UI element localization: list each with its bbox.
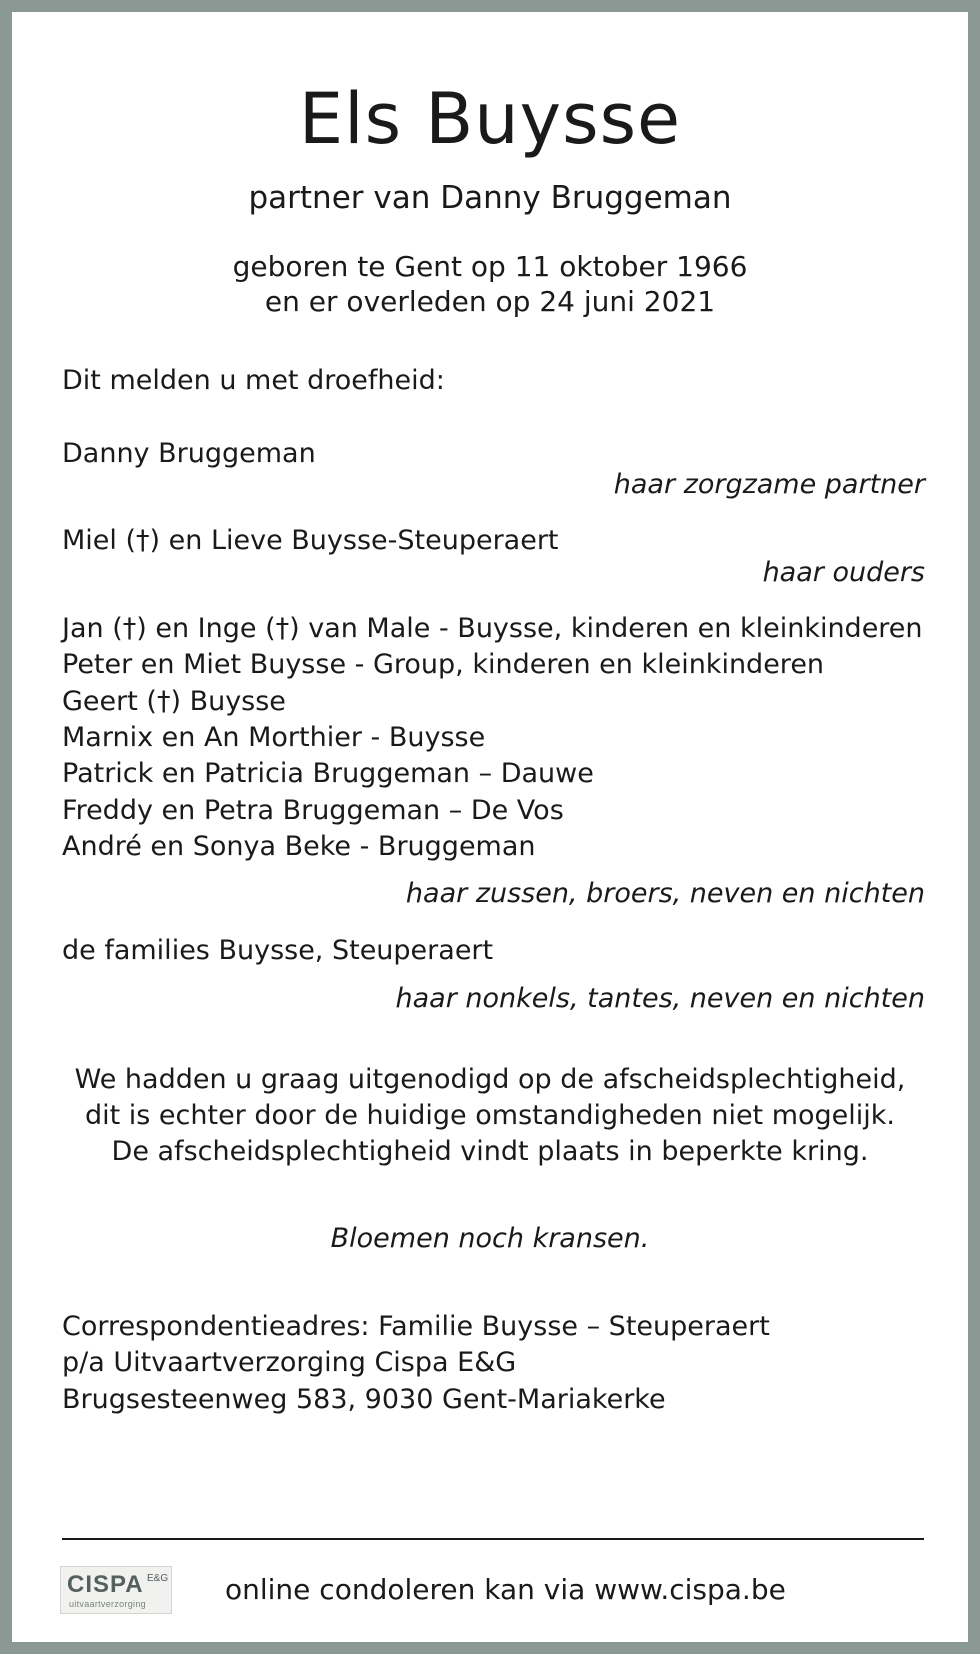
partner-name: Danny Bruggeman [62, 438, 316, 469]
list-item: Freddy en Petra Bruggeman – De Vos [62, 795, 564, 826]
correspondence-line-3: Brugsesteenweg 583, 9030 Gent-Mariakerke [62, 1384, 666, 1415]
notice-line-3: De afscheidsplechtigheid vindt plaats in beperkte kring. [111, 1136, 869, 1167]
families-role: haar nonkels, tantes, neven en nichten [395, 983, 925, 1014]
notice-line-1: We hadden u graag uitgenodigd op de afscheidsplechtigheid, [74, 1064, 906, 1095]
families-name: de families Buysse, Steuperaert [62, 935, 494, 966]
parents-role: haar ouders [762, 557, 925, 588]
partner-role: haar zorgzame partner [613, 469, 925, 500]
intro-text: Dit melden u met droefheid: [62, 365, 445, 396]
list-item: Geert (†) Buysse [62, 686, 286, 717]
birth-line: geboren te Gent op 11 oktober 1966 [232, 250, 748, 283]
list-item: Marnix en An Morthier - Buysse [62, 722, 486, 753]
list-item: André en Sonya Beke - Bruggeman [62, 831, 536, 862]
logo-name: CISPA [67, 1571, 144, 1598]
list-item: Peter en Miet Buysse - Group, kinderen en kleinkinderen [62, 649, 825, 680]
cispa-logo [60, 1566, 172, 1614]
siblings-role: haar zussen, broers, neven en nichten [405, 878, 925, 909]
notice-line-2: dit is echter door de huidige omstandigheden niet mogelijk. [84, 1100, 896, 1131]
list-item: Jan (†) en Inge (†) van Male - Buysse, kinderen en kleinkinderen [62, 613, 923, 644]
divider [62, 1538, 924, 1540]
deceased-name: Els Buysse [298, 78, 682, 160]
logo-subtitle: uitvaartverzorging [69, 1599, 146, 1609]
death-line: en er overleden op 24 juni 2021 [264, 285, 716, 318]
list-item: Patrick en Patricia Bruggeman – Dauwe [62, 758, 594, 789]
correspondence-line-1: Correspondentieadres: Familie Buysse – Steuperaert [62, 1311, 770, 1342]
flowers-note: Bloemen noch kransen. [330, 1223, 650, 1254]
partner-subtitle: partner van Danny Bruggeman [248, 180, 732, 216]
parents-name: Miel (†) en Lieve Buysse-Steuperaert [62, 525, 559, 556]
logo-sup: E&G [147, 1573, 169, 1584]
correspondence-line-2: p/a Uitvaartverzorging Cispa E&G [62, 1347, 517, 1378]
online-condolence-text: online condoleren kan via www.cispa.be [225, 1573, 786, 1606]
